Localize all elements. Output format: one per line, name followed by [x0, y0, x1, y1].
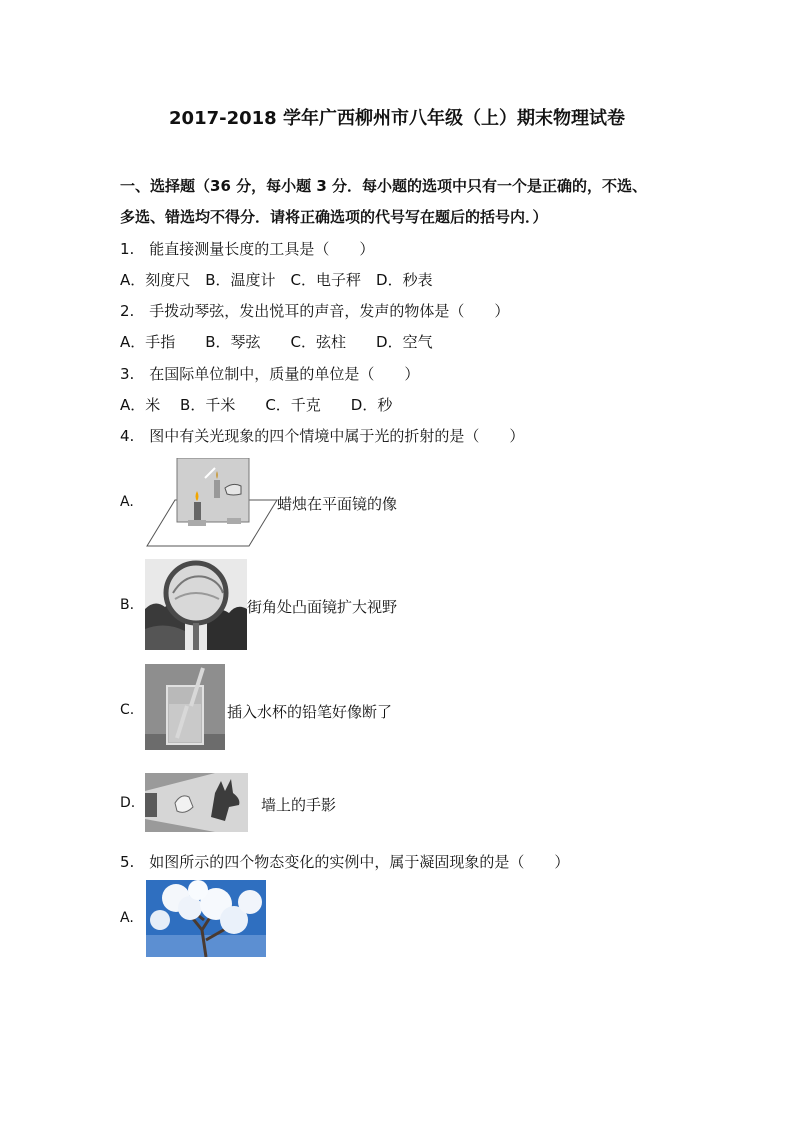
question-1-stem: 1. 能直接测量长度的工具是（ ） [120, 240, 375, 258]
convex-mirror-figure [145, 559, 247, 650]
q4-option-b-caption: 街角处凸面镜扩大视野 [247, 598, 398, 616]
q4-option-a-label: A. [120, 494, 134, 510]
exam-title: 2017-2018 学年广西柳州市八年级（上）期末物理试卷 [169, 108, 625, 129]
section-header-line-2: 多选、错选均不得分．请将正确选项的代号写在题后的括号内．） [120, 208, 548, 226]
q5-option-a-label: A. [120, 910, 134, 926]
question-3-stem: 3. 在国际单位制中，质量的单位是（ ） [120, 365, 420, 383]
question-2-options: A．手指 B．琴弦 C．弦柱 D．空气 [120, 333, 433, 351]
section-header-line-1: 一、选择题（36 分，每小题 3 分．每小题的选项中只有一个是正确的，不选、 [120, 177, 647, 195]
q4-option-a-caption: 蜡烛在平面镜的像 [277, 495, 398, 513]
question-5-stem: 5. 如图所示的四个物态变化的实例中，属于凝固现象的是（ ） [120, 853, 570, 871]
q4-option-c-caption: 插入水杯的铅笔好像断了 [227, 703, 393, 721]
question-2-stem: 2. 手拨动琴弦，发出悦耳的声音，发声的物体是（ ） [120, 302, 510, 320]
question-3-options: A．米 B．千米 C．千克 D．秒 [120, 396, 393, 414]
question-1-options: A．刻度尺 B．温度计 C．电子秤 D．秒表 [120, 271, 433, 289]
q4-option-c-label: C. [120, 702, 135, 718]
q4-option-d-label: D. [120, 795, 136, 811]
question-4-stem: 4. 图中有关光现象的四个情境中属于光的折射的是（ ） [120, 427, 525, 445]
q4-option-d-caption: 墙上的手影 [261, 796, 337, 814]
frosted-tree-figure [146, 880, 266, 957]
hand-shadow-figure [145, 773, 248, 832]
mirror-candle-figure [145, 458, 278, 548]
q4-option-b-label: B. [120, 597, 135, 613]
pencil-glass-figure [145, 664, 225, 750]
